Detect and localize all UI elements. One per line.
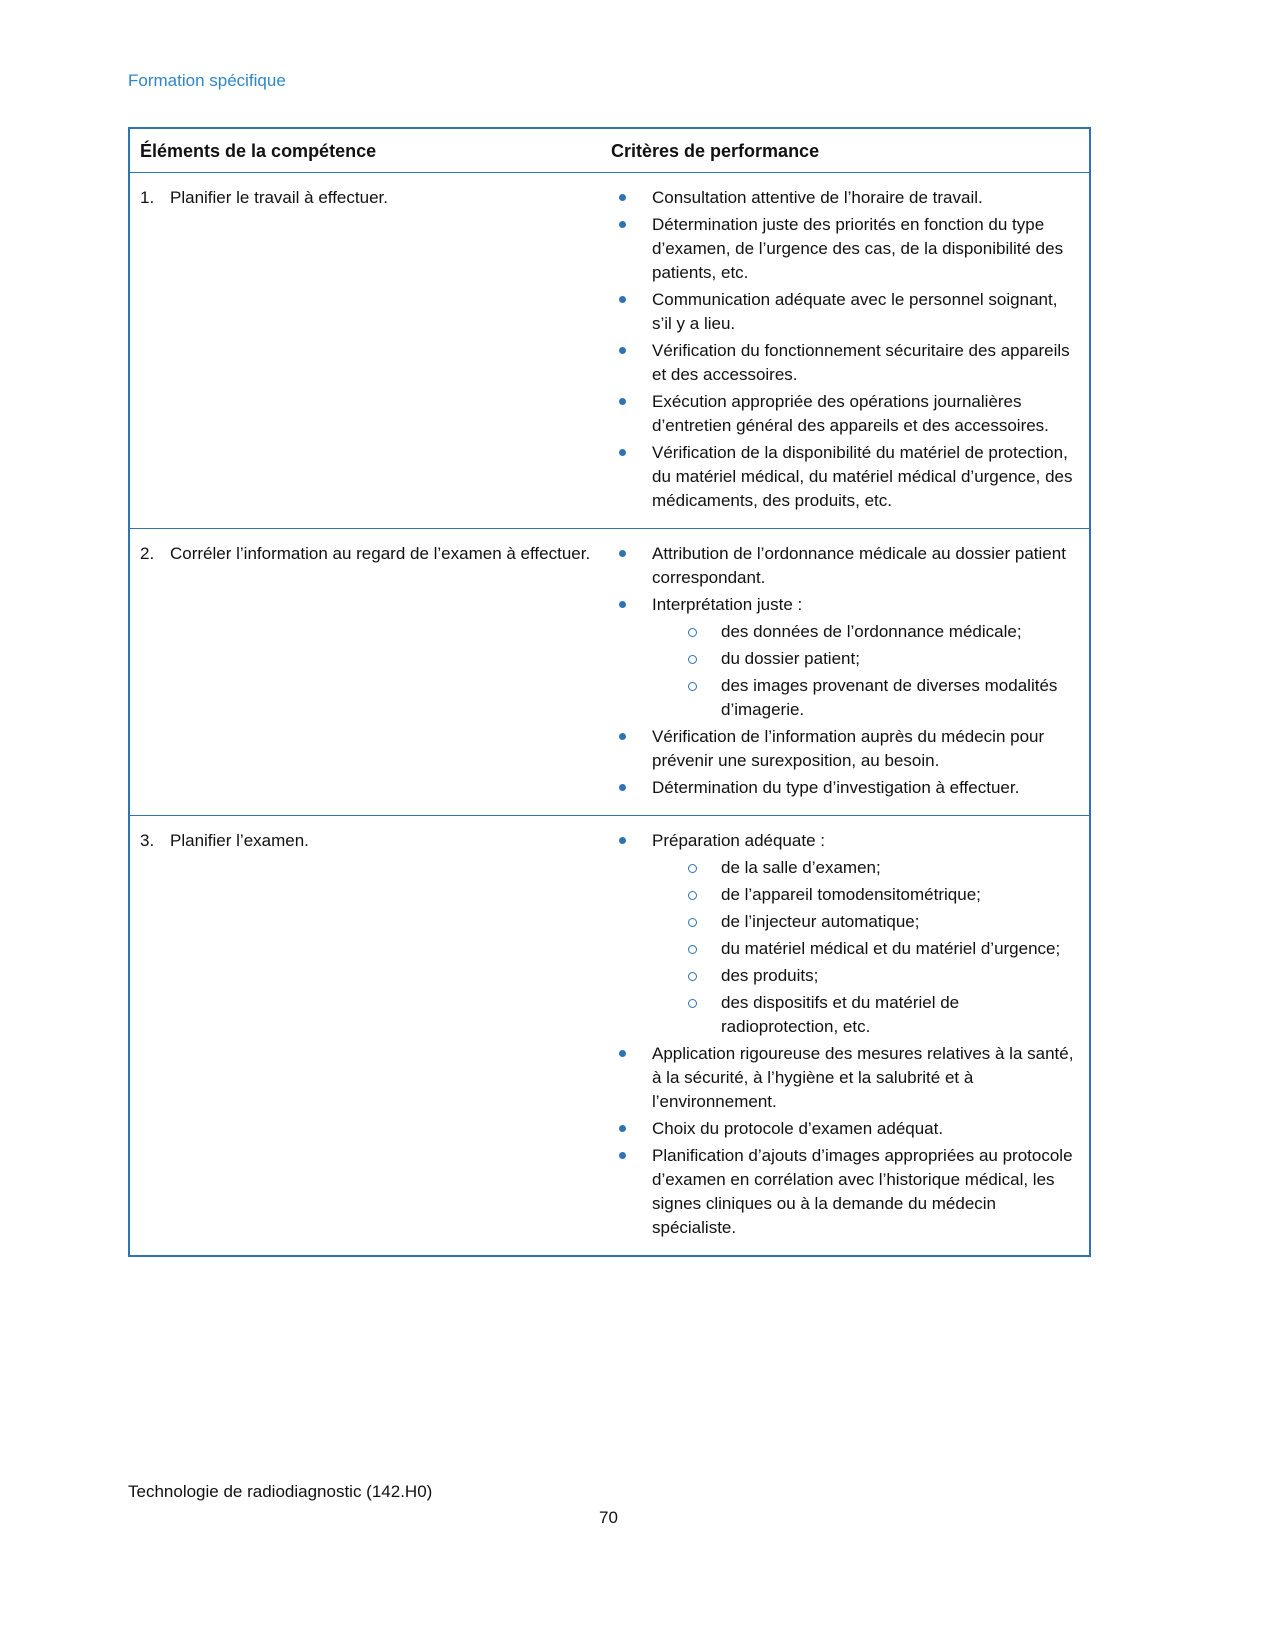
bullet-icon [619, 194, 626, 201]
circle-bullet-icon [688, 628, 697, 637]
bullet-icon [619, 733, 626, 740]
footer-program-title: Technologie de radiodiagnostic (142.H0) [128, 1482, 433, 1501]
element-number: 2. [140, 544, 155, 563]
criteria-subtext: des images provenant de diverses modalités d’imagerie. [721, 676, 1058, 719]
criteria-text: Détermination juste des priorités en fonction du type d’examen, de l’urgence des cas, de la disponibilité des patients, etc. [652, 215, 1064, 282]
criteria-item [611, 829, 1079, 1039]
column-header-criteres: Critères de performance [601, 128, 1090, 173]
criteria-sublist [652, 620, 1079, 722]
element-title: Planifier l’examen. [170, 831, 309, 850]
element-item [140, 186, 591, 210]
page-number: 70 [599, 1508, 618, 1527]
table-row [129, 529, 1090, 816]
criteria-item [611, 213, 1079, 285]
table-body [129, 173, 1090, 1257]
criteria-text: Interprétation juste : [652, 595, 803, 614]
criteria-subitem [652, 883, 1079, 907]
criteria-item [611, 593, 1079, 722]
criteria-item [611, 390, 1079, 438]
bullet-icon [619, 550, 626, 557]
criteria-text: Communication adéquate avec le personnel soignant, s’il y a lieu. [652, 290, 1058, 333]
criteria-sublist [652, 856, 1079, 1039]
criteria-item [611, 1042, 1079, 1114]
bullet-icon [619, 837, 626, 844]
criteria-text: Application rigoureuse des mesures relatives à la santé, à la sécurité, à l’hygiène et la salubrité et à l’environnement. [652, 1044, 1074, 1111]
criteria-item [611, 542, 1079, 590]
criteria-subitem [652, 937, 1079, 961]
criteria-item [611, 288, 1079, 336]
criteria-subtext: de l’appareil tomodensitométrique; [721, 885, 981, 904]
table-row [129, 816, 1090, 1257]
criteria-subitem [652, 991, 1079, 1039]
circle-bullet-icon [688, 918, 697, 927]
criteria-cell [601, 529, 1090, 816]
criteria-list [611, 829, 1079, 1240]
element-number: 3. [140, 831, 155, 850]
bullet-icon [619, 784, 626, 791]
criteria-item [611, 1117, 1079, 1141]
bullet-icon [619, 347, 626, 354]
criteria-text: Attribution de l’ordonnance médicale au dossier patient correspondant. [652, 544, 1066, 587]
criteria-text: Consultation attentive de l’horaire de travail. [652, 188, 983, 207]
criteria-subtext: du matériel médical et du matériel d’urgence; [721, 939, 1061, 958]
bullet-icon [619, 449, 626, 456]
criteria-item [611, 776, 1079, 800]
bullet-icon [619, 601, 626, 608]
criteria-list [611, 542, 1079, 800]
criteria-subtext: des produits; [721, 966, 819, 985]
criteria-subitem [652, 910, 1079, 934]
column-header-elements: Éléments de la compétence [129, 128, 601, 173]
criteria-text: Détermination du type d’investigation à effectuer. [652, 778, 1020, 797]
table-row [129, 173, 1090, 529]
criteria-subtext: des dispositifs et du matériel de radioprotection, etc. [721, 993, 960, 1036]
criteria-subitem [652, 856, 1079, 880]
criteria-text: Planification d’ajouts d’images appropriées au protocole d’examen en corrélation avec l’historique médical, les signes cliniques ou à la demande du médecin spécialiste. [652, 1146, 1073, 1237]
element-number: 1. [140, 188, 155, 207]
criteria-item [611, 339, 1079, 387]
criteria-item [611, 1144, 1079, 1240]
criteria-subtext: de l’injecteur automatique; [721, 912, 920, 931]
element-cell [129, 173, 601, 529]
criteria-text: Exécution appropriée des opérations journalières d’entretien général des appareils et des accessoires. [652, 392, 1049, 435]
criteria-subitem [652, 964, 1079, 988]
page-content [128, 0, 1089, 1257]
circle-bullet-icon [688, 864, 697, 873]
criteria-text: Vérification de l’information auprès du médecin pour prévenir une surexposition, au besoin. [652, 727, 1045, 770]
criteria-item [611, 725, 1079, 773]
competence-table [128, 127, 1091, 1257]
criteria-subtext: du dossier patient; [721, 649, 860, 668]
bullet-icon [619, 1125, 626, 1132]
bullet-icon [619, 398, 626, 405]
element-cell [129, 816, 601, 1257]
criteria-text: Vérification du fonctionnement sécuritaire des appareils et des accessoires. [652, 341, 1070, 384]
criteria-text: Vérification de la disponibilité du matériel de protection, du matériel médical, du matériel médical d’urgence, des médicaments, des produits, etc. [652, 443, 1073, 510]
element-title: Planifier le travail à effectuer. [170, 188, 388, 207]
element-cell [129, 529, 601, 816]
circle-bullet-icon [688, 655, 697, 664]
bullet-icon [619, 296, 626, 303]
criteria-subitem [652, 620, 1079, 644]
bullet-icon [619, 221, 626, 228]
criteria-item [611, 441, 1079, 513]
element-title: Corréler l’information au regard de l’examen à effectuer. [170, 544, 591, 563]
criteria-cell [601, 173, 1090, 529]
section-header: Formation spécifique [128, 71, 286, 90]
table-header-row [129, 128, 1090, 173]
criteria-item [611, 186, 1079, 210]
circle-bullet-icon [688, 999, 697, 1008]
criteria-text: Choix du protocole d’examen adéquat. [652, 1119, 944, 1138]
criteria-list [611, 186, 1079, 513]
criteria-subitem [652, 647, 1079, 671]
circle-bullet-icon [688, 945, 697, 954]
criteria-subitem [652, 674, 1079, 722]
criteria-text: Préparation adéquate : [652, 831, 825, 850]
bullet-icon [619, 1152, 626, 1159]
circle-bullet-icon [688, 891, 697, 900]
circle-bullet-icon [688, 972, 697, 981]
element-item [140, 829, 591, 853]
bullet-icon [619, 1050, 626, 1057]
criteria-subtext: des données de l’ordonnance médicale; [721, 622, 1022, 641]
circle-bullet-icon [688, 682, 697, 691]
criteria-subtext: de la salle d’examen; [721, 858, 881, 877]
criteria-cell [601, 816, 1090, 1257]
element-item [140, 542, 591, 566]
